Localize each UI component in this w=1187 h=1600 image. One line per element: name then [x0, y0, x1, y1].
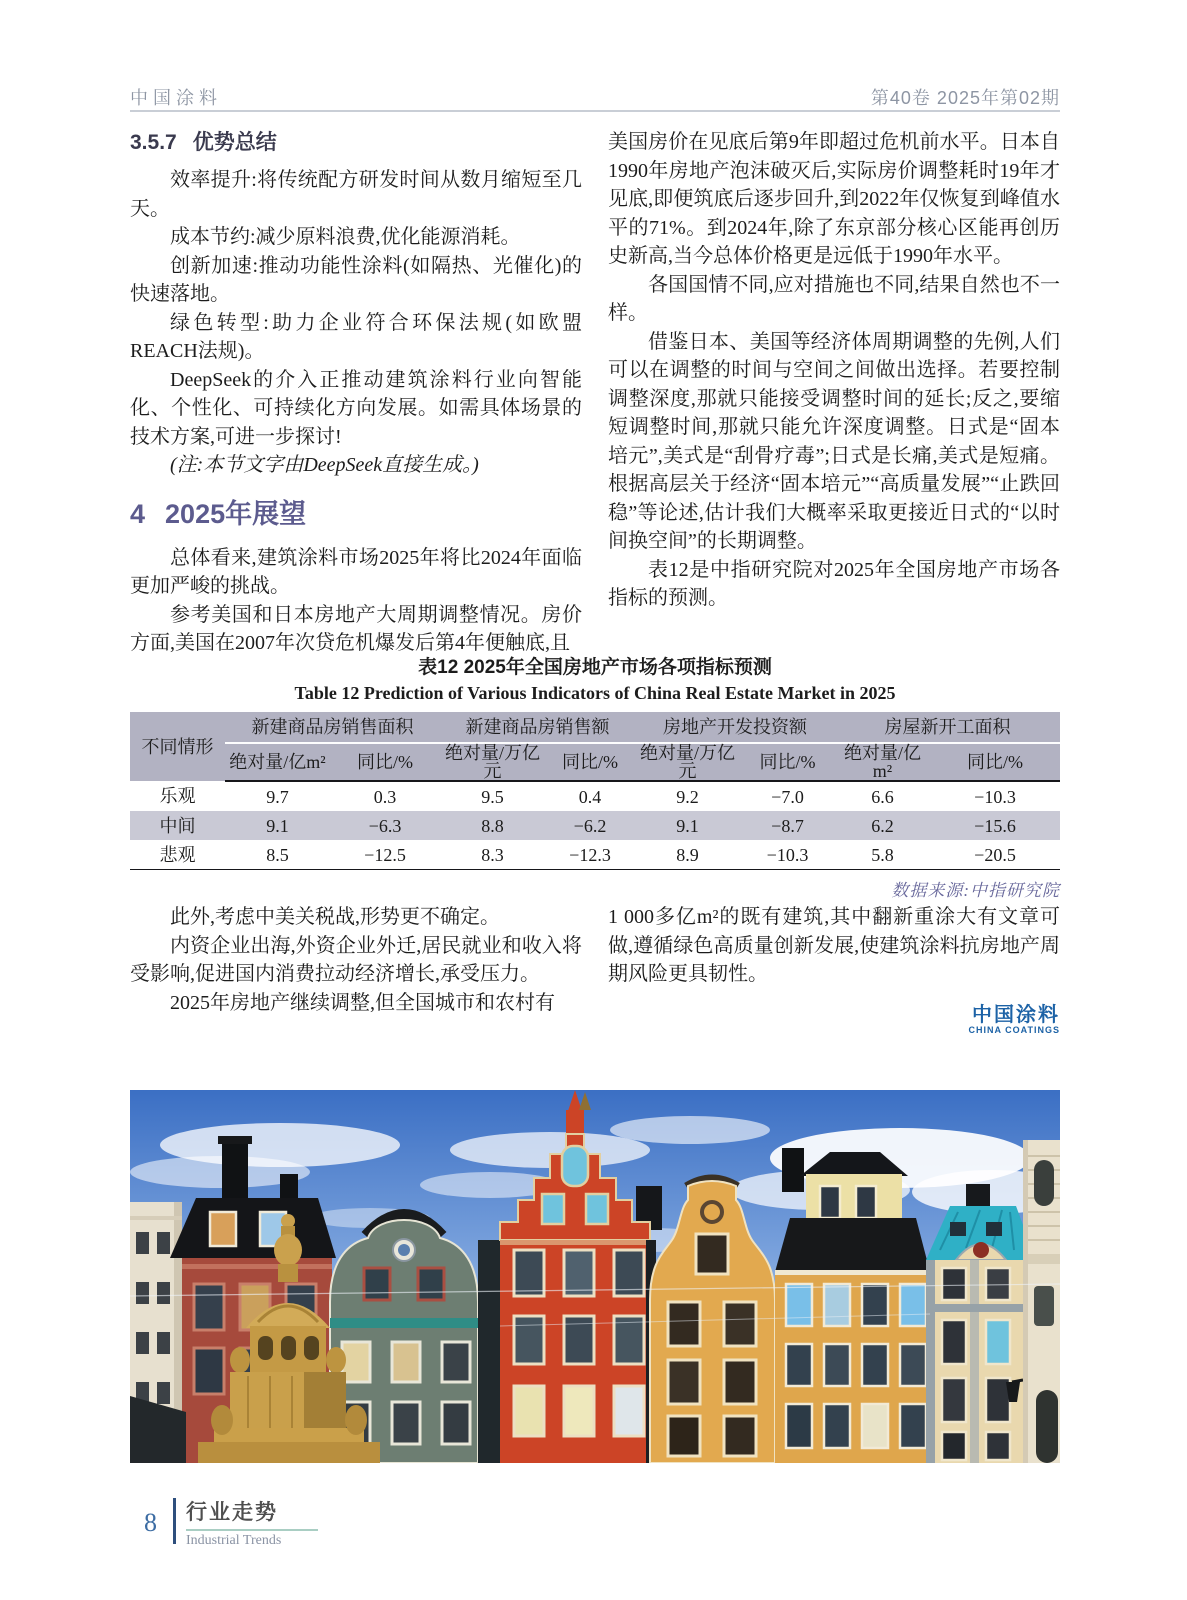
cell: 8.3: [440, 840, 545, 870]
col-sub-absolute: 绝对量/亿m²: [835, 743, 930, 781]
stockholm-old-town-photo: [130, 1090, 1060, 1463]
page-number: 8: [144, 1508, 157, 1537]
section-number: 4: [130, 498, 146, 529]
paragraph: 创新加速:推动功能性涂料(如隔热、光催化)的快速落地。: [130, 254, 582, 305]
cell: 6.6: [871, 786, 894, 807]
prediction-table: [130, 712, 1060, 870]
issue-info: 第40卷 2025年第02期: [870, 88, 1060, 108]
col-sub-yoy: 同比/%: [740, 743, 835, 781]
paragraph: 美国房价在见底后第9年即超过危机前水平。日本自1990年房地产泡沫破灭后,实际房价调整耗时19年才见底,即便筑底后逐步回升,到2022年仅恢复到峰值水平的71%。到2024年,除了东京部分核心区能再创历史新高,当今总体价格更是远低于1990年水平。: [608, 131, 1060, 267]
running-head: [130, 84, 1060, 112]
cell: 8.5: [225, 840, 330, 870]
section-3-5-7-heading: [130, 128, 582, 158]
right-column: [608, 128, 1060, 613]
cell: −8.7: [740, 811, 835, 840]
journal-name: 中国涂料: [130, 88, 222, 108]
col-sub-yoy: 同比/%: [545, 743, 635, 781]
table-row-pessimistic: [130, 840, 1060, 870]
cell: −15.6: [930, 811, 1060, 840]
col-header-scenario: 不同情形: [130, 712, 225, 781]
cell: −20.5: [930, 840, 1060, 870]
page-footer: [130, 1496, 318, 1549]
footer-section-title: [186, 1496, 318, 1549]
cell: 0.3: [373, 786, 397, 807]
section-number: 3.5.7: [130, 131, 177, 154]
cell: 8.9: [635, 840, 740, 870]
footer-title-en: Industrial Trends: [186, 1533, 282, 1548]
table-12-block: [130, 652, 1060, 901]
cell: 9.7: [266, 786, 289, 807]
cell: −10.3: [740, 840, 835, 870]
building-dark-gap: [478, 1240, 500, 1463]
cell: −6.3: [330, 811, 440, 840]
cell: −6.2: [545, 811, 635, 840]
paragraph: DeepSeek的介入正推动建筑涂料行业向智能化、个性化、可持续化方向发展。如需具体场景的技术方案,可进一步探讨!: [130, 368, 582, 448]
paragraph: 借鉴日本、美国等经济体周期调整的先例,人们可以在调整的时间与空间之间做出选择。若要控制调整深度,那就只能接受调整时间的延长;反之,要缩短调整时间,那就只能允许深度调整。日式是“固本培元”,美式是“刮骨疗毒”;日式是长痛,美式是短痛。根据高层关于经济“固本培元”“高质量发展”“止跌回稳”等论述,估计我们大概率采取更接近日式的“以时间换空间”的长期调整。: [608, 330, 1060, 552]
paragraph: 此外,考虑中美关税战,形势更不确定。: [170, 906, 500, 928]
building-turquoise-roof: [926, 1184, 1036, 1463]
paragraph: 2025年房地产继续调整,但全国城市和农村有: [170, 991, 555, 1014]
bottom-right-column: [608, 903, 1060, 1035]
paragraph: 绿色转型:助力企业符合环保法规(如欧盟REACH法规)。: [130, 311, 582, 362]
table-row-middle: [130, 811, 1060, 840]
col-group-sales-amount: 新建商品房销售额: [440, 712, 635, 743]
paragraph: 内资企业出海,外资企业外迁,居民就业和收入将受影响,促进国内消费拉动经济增长,承受压力。: [130, 934, 582, 985]
bottom-left-column: [130, 903, 582, 1017]
data-source-note: 数据来源:中指研究院: [891, 881, 1060, 900]
cell: 9.5: [481, 786, 504, 807]
paragraph: 成本节约:减少原料浪费,优化能源消耗。: [170, 226, 521, 248]
col-sub-yoy: 同比/%: [330, 743, 440, 781]
col-sub-yoy: 同比/%: [930, 743, 1060, 781]
generation-note: (注:本节文字由DeepSeek直接生成。): [170, 454, 479, 476]
paragraph: 总体看来,建筑涂料市场2025年将比2024年面临更加严峻的挑战。: [130, 546, 582, 597]
table-row-optimistic: [130, 781, 1060, 811]
col-group-sales-area: 新建商品房销售面积: [225, 712, 440, 743]
col-group-investment: 房地产开发投资额: [635, 712, 835, 743]
cell: −12.3: [545, 840, 635, 870]
section-title: 优势总结: [192, 131, 277, 154]
china-coatings-logo: [608, 1005, 1060, 1035]
cell: −7.0: [771, 786, 804, 807]
left-column: [130, 128, 582, 658]
paragraph: 表12是中指研究院对2025年全国房地产市场各指标的预测。: [608, 558, 1060, 609]
cell: 8.8: [440, 811, 545, 840]
col-sub-absolute: 绝对量/万亿元: [635, 743, 740, 781]
table-caption-en: Table 12 Prediction of Various Indicators of China Real Estate Market in 2025: [294, 683, 896, 703]
cell: −10.3: [974, 786, 1016, 807]
cell: 5.8: [835, 840, 930, 870]
col-sub-absolute: 绝对量/亿m²: [225, 743, 330, 781]
scenario-label: 悲观: [130, 840, 225, 870]
col-sub-absolute: 绝对量/万亿元: [440, 743, 545, 781]
section-title: 2025年展望: [165, 498, 307, 529]
footer-underline: [186, 1529, 318, 1531]
cell: 9.2: [676, 786, 699, 807]
table-caption-cn: 表12 2025年全国房地产市场各项指标预测: [418, 657, 772, 678]
buildings-illustration: [130, 1090, 1060, 1463]
section-4-heading: [130, 496, 582, 532]
logo-text-en: CHINA COATINGS: [968, 1024, 1060, 1035]
footer-title-cn: 行业走势: [186, 1501, 278, 1524]
cell: 6.2: [835, 811, 930, 840]
cell: −12.5: [330, 840, 440, 870]
cell: 9.1: [225, 811, 330, 840]
col-group-new-starts: 房屋新开工面积: [835, 712, 1060, 743]
footer-divider-bar: [173, 1498, 176, 1544]
scenario-label: 乐观: [159, 786, 196, 806]
paragraph: 各国国情不同,应对措施也不同,结果自然也不一样。: [608, 273, 1060, 324]
cell: 9.1: [635, 811, 740, 840]
paragraph: 参考美国和日本房地产大周期调整情况。房价方面,美国在2007年次贷危机爆发后第4年便触底,且: [130, 603, 582, 654]
scenario-label: 中间: [130, 811, 225, 840]
cell: 0.4: [578, 786, 602, 807]
logo-text-cn: 中国涂料: [972, 1003, 1060, 1026]
paragraph: 效率提升:将传统配方研发时间从数月缩短至几天。: [130, 169, 582, 220]
paragraph: 1 000多亿m²的既有建筑,其中翻新重涂大有文章可做,遵循绿色高质量创新发展,使建筑涂料抗房地产周期风险更具韧性。: [608, 906, 1060, 985]
